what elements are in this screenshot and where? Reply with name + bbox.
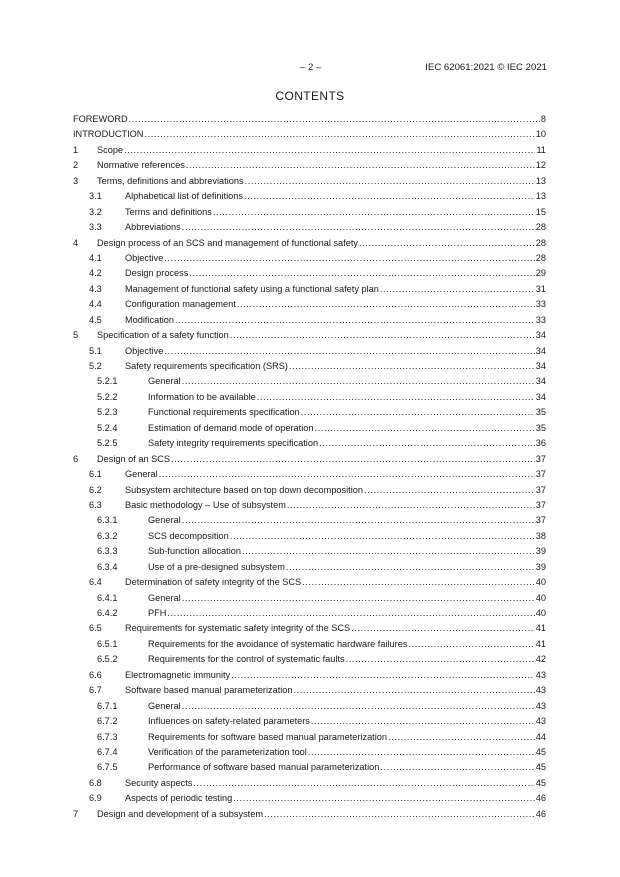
toc-entry-line — [125, 483, 546, 498]
dot-leader — [257, 390, 535, 405]
toc-entry[interactable] — [73, 359, 546, 374]
toc-entry-title: Configuration management — [125, 297, 237, 312]
toc-entry-title: Abbreviations — [125, 220, 182, 235]
toc-entry-page: 39 — [535, 560, 546, 575]
toc-entry-page: 46 — [535, 807, 546, 822]
page-number: – 2 – — [300, 62, 322, 73]
toc-entry-number: 4.4 — [89, 299, 102, 310]
dot-leader — [294, 683, 535, 698]
dot-leader — [182, 591, 535, 606]
standard-reference: IEC 62061:2021 © IEC 2021 — [425, 62, 547, 73]
toc-entry-number: 6.5 — [89, 623, 102, 634]
toc-entry-page: 15 — [535, 205, 546, 220]
toc-entry-line — [73, 127, 546, 142]
toc-entry[interactable] — [73, 220, 546, 235]
toc-entry-line — [125, 467, 546, 482]
toc-entry[interactable] — [73, 483, 546, 498]
toc-entry-line — [148, 760, 546, 775]
dot-leader — [164, 344, 534, 359]
toc-entry[interactable] — [73, 421, 546, 436]
toc-entry[interactable] — [73, 127, 546, 142]
toc-entry-number: 5.2.5 — [97, 438, 118, 449]
dot-leader — [237, 297, 535, 312]
toc-entry-line — [97, 807, 546, 822]
toc-entry-number: 4 — [73, 237, 79, 248]
toc-entry-title: Terms, definitions and abbreviations — [97, 174, 245, 189]
toc-entry-page: 36 — [535, 436, 546, 451]
toc-entry-page: 37 — [535, 513, 546, 528]
dot-leader — [186, 158, 535, 173]
toc-entry-number: 6.3.1 — [97, 515, 118, 526]
dot-leader — [308, 745, 535, 760]
toc-entry[interactable] — [73, 621, 546, 636]
toc-entry[interactable] — [73, 405, 546, 420]
toc-entry[interactable] — [73, 174, 546, 189]
toc-entry-line — [148, 544, 546, 559]
toc-entry-number: 6.4 — [89, 577, 102, 588]
toc-entry-page: 42 — [535, 652, 546, 667]
toc-entry-number: 3 — [73, 175, 79, 186]
toc-entry[interactable] — [73, 791, 546, 806]
toc-entry-title: Influences on safety-related parameters — [148, 714, 311, 729]
toc-entry-title: PFH — [148, 606, 167, 621]
toc-entry-page: 43 — [535, 668, 546, 683]
toc-entry-page: 34 — [535, 359, 546, 374]
toc-entry-line — [148, 405, 546, 420]
toc-entry-title: Requirements for the control of systematic faults — [148, 652, 346, 667]
toc-entry-line — [148, 436, 546, 451]
toc-entry-number: 6 — [73, 453, 79, 464]
toc-entry-number: 6.4.2 — [97, 608, 118, 618]
toc-entry-title: Determination of safety integrity of the SCS — [125, 575, 302, 590]
toc-entry[interactable] — [73, 699, 546, 714]
toc-entry-line — [148, 745, 546, 760]
toc-entry-line — [97, 158, 546, 173]
toc-entry-title: Software based manual parameterization — [125, 683, 294, 698]
toc-entry-number: 6.4.1 — [97, 592, 118, 603]
toc-entry[interactable] — [73, 251, 546, 266]
toc-entry-page: 41 — [535, 621, 546, 636]
toc-entry-title: General — [148, 699, 182, 714]
toc-entry-title: Objective — [125, 344, 164, 359]
dot-leader — [359, 236, 535, 251]
toc-entry-line — [97, 452, 546, 467]
toc-entry-page: 44 — [535, 730, 546, 745]
toc-entry-number: 6.5.1 — [97, 638, 118, 649]
dot-leader — [244, 189, 535, 204]
toc-entry[interactable] — [73, 544, 546, 559]
toc-entry-page: 37 — [535, 483, 546, 498]
toc-entry-page: 33 — [535, 297, 546, 312]
toc-entry-title: Design process of an SCS and management of functional safety — [97, 236, 359, 251]
dot-leader — [182, 699, 535, 714]
toc-entry[interactable] — [73, 143, 546, 158]
toc-entry-title: Subsystem architecture based on top down decomposition — [125, 483, 364, 498]
toc-entry-title: Sub-function allocation — [148, 544, 242, 559]
toc-entry-title: Basic methodology – Use of subsystem — [125, 498, 287, 513]
dot-leader — [189, 266, 534, 281]
toc-entry-line — [125, 668, 546, 683]
toc-entry-line — [148, 591, 546, 606]
toc-entry[interactable] — [73, 374, 546, 389]
toc-entry-number: 1 — [73, 144, 79, 155]
toc-entry-page: 34 — [535, 328, 546, 343]
dot-leader — [388, 730, 535, 745]
toc-entry-line — [148, 390, 546, 405]
dot-leader — [346, 652, 535, 667]
toc-entry-page: 29 — [535, 266, 546, 281]
toc-entry[interactable] — [73, 730, 546, 745]
dot-leader — [164, 251, 534, 266]
toc-entry[interactable] — [73, 436, 546, 451]
dot-leader — [175, 313, 535, 328]
toc-entry-title: SCS decomposition — [148, 529, 230, 544]
toc-entry-page: 28 — [535, 251, 546, 266]
toc-entry-title: Requirements for the avoidance of systematic hardware failures — [148, 637, 408, 652]
dot-leader — [311, 714, 535, 729]
toc-entry-line — [125, 313, 546, 328]
toc-entry-page: 11 — [535, 143, 546, 158]
toc-entry[interactable] — [73, 467, 546, 482]
toc-entry[interactable] — [73, 714, 546, 729]
toc-entry-title: Design of an SCS — [97, 452, 171, 467]
toc-entry-page: 12 — [535, 158, 546, 173]
dot-leader — [408, 637, 534, 652]
dot-leader — [286, 560, 535, 575]
toc-entry[interactable] — [73, 652, 546, 667]
toc-entry-page: 37 — [535, 498, 546, 513]
toc-entry-line — [148, 637, 546, 652]
dot-leader — [302, 575, 535, 590]
toc-entry[interactable] — [73, 328, 546, 343]
toc-entry-line — [125, 359, 546, 374]
toc-entry-page: 43 — [535, 683, 546, 698]
toc-entry[interactable] — [73, 513, 546, 528]
dot-leader — [231, 668, 535, 683]
toc-entry-line — [125, 575, 546, 590]
toc-entry[interactable] — [73, 297, 546, 312]
toc-entry-page: 10 — [535, 127, 546, 142]
toc-entry-line — [125, 621, 546, 636]
toc-entry[interactable] — [73, 266, 546, 281]
toc-entry-title: Requirements for systematic safety integrity of the SCS — [125, 621, 351, 636]
dot-leader — [287, 498, 535, 513]
dot-leader — [319, 436, 535, 451]
toc-entry-title: Electromagnetic immunity — [125, 668, 231, 683]
toc-entry[interactable] — [73, 560, 546, 575]
toc-entry-title: General — [148, 374, 182, 389]
toc-entry-title: Security aspects — [125, 776, 193, 791]
toc-entry-title: Scope — [97, 143, 124, 158]
toc-entry[interactable] — [73, 668, 546, 683]
toc-entry-number: 3.2 — [89, 206, 102, 217]
toc-entry[interactable] — [73, 236, 546, 251]
toc-entry-number: 6.1 — [89, 469, 102, 480]
toc-entry-title: Verification of the parameterization tool — [148, 745, 308, 760]
toc-entry[interactable] — [73, 606, 546, 621]
toc-entry-line — [148, 652, 546, 667]
toc-entry-line — [148, 560, 546, 575]
toc-entry-page: 35 — [535, 421, 546, 436]
toc-entry-number: 3.3 — [89, 222, 102, 233]
toc-entry-line — [148, 374, 546, 389]
toc-entry-title: Objective — [125, 251, 164, 266]
toc-entry-number: 5.2.4 — [97, 422, 118, 433]
toc-entry-title: FOREWORD — [73, 112, 129, 127]
toc-entry-title: Alphabetical list of definitions — [125, 189, 244, 204]
dot-leader — [242, 544, 535, 559]
dot-leader — [233, 791, 535, 806]
toc-entry-line — [125, 344, 546, 359]
toc-entry[interactable] — [73, 683, 546, 698]
toc-entry-number: 5.2.1 — [97, 376, 118, 387]
toc-entry-title: Safety integrity requirements specification — [148, 436, 319, 451]
contents-title: CONTENTS — [275, 89, 345, 103]
toc-entry-line — [125, 683, 546, 698]
dot-leader — [193, 776, 534, 791]
toc-entry-title: Normative references — [97, 158, 186, 173]
toc-entry-title: Specification of a safety function — [97, 328, 230, 343]
toc-entry-line — [148, 421, 546, 436]
toc-entry-page: 45 — [535, 776, 546, 791]
toc-entry-title: Terms and definitions — [125, 205, 213, 220]
toc-entry-number: 5.2.2 — [97, 391, 118, 402]
toc-entry-number: 6.7.1 — [97, 700, 118, 711]
dot-leader — [380, 282, 535, 297]
dot-leader — [182, 374, 535, 389]
toc-entry[interactable] — [73, 112, 546, 127]
toc-entry-line — [97, 143, 546, 158]
toc-entry-title: General — [148, 591, 182, 606]
toc-entry-page: 45 — [535, 745, 546, 760]
toc-entry[interactable] — [73, 452, 546, 467]
dot-leader — [213, 205, 535, 220]
toc-entry-number: 6.8 — [89, 777, 102, 788]
toc-entry-title: Use of a pre-designed subsystem — [148, 560, 286, 575]
dot-leader — [230, 529, 535, 544]
toc-entry-number: 6.3.3 — [97, 546, 118, 557]
toc-entry-title: Information to be available — [148, 390, 257, 405]
dot-leader — [230, 328, 535, 343]
toc-entry[interactable] — [73, 760, 546, 775]
toc-entry-title: Safety requirements specification (SRS) — [125, 359, 289, 374]
toc-entry-number: 6.3.4 — [97, 561, 118, 572]
dot-leader — [245, 174, 535, 189]
toc-entry-line — [125, 220, 546, 235]
toc-entry-line — [73, 112, 546, 127]
toc-entry-line — [148, 513, 546, 528]
dot-leader — [264, 807, 535, 822]
toc-entry-line — [97, 174, 546, 189]
toc-entry-page: 38 — [535, 529, 546, 544]
dot-leader — [124, 143, 535, 158]
toc-entry-page: 13 — [535, 174, 546, 189]
toc-entry-title: Design process — [125, 266, 189, 281]
dot-leader — [159, 467, 535, 482]
toc-entry-title: Functional requirements specification — [148, 405, 301, 420]
toc-entry-page: 33 — [535, 313, 546, 328]
toc-entry[interactable] — [73, 575, 546, 590]
toc-entry-number: 4.3 — [89, 283, 102, 294]
toc-entry-line — [125, 791, 546, 806]
toc-entry[interactable] — [73, 344, 546, 359]
toc-entry-page: 28 — [535, 236, 546, 251]
toc-entry-page: 34 — [535, 390, 546, 405]
toc-entry[interactable] — [73, 591, 546, 606]
dot-leader — [351, 621, 535, 636]
toc-entry-title: Modification — [125, 313, 175, 328]
toc-entry-number: 4.2 — [89, 268, 102, 279]
toc-entry-page: 37 — [535, 467, 546, 482]
toc-entry-line — [97, 236, 546, 251]
toc-entry-line — [148, 699, 546, 714]
toc-entry-line — [125, 297, 546, 312]
toc-entry-line — [125, 498, 546, 513]
toc-entry-number: 5.2.3 — [97, 407, 118, 418]
dot-leader — [171, 452, 535, 467]
toc-entry-number: 6.6 — [89, 669, 102, 680]
toc-entry-title: Management of functional safety using a functional safety plan — [125, 282, 380, 297]
toc-entry-number: 3.1 — [89, 191, 102, 202]
toc-entry[interactable] — [73, 282, 546, 297]
toc-entry-number: 6.7.4 — [97, 746, 118, 757]
dot-leader — [364, 483, 535, 498]
toc-entry-line — [125, 282, 546, 297]
toc-entry[interactable] — [73, 498, 546, 513]
toc-entry-number: 6.9 — [89, 793, 102, 804]
dot-leader — [301, 405, 535, 420]
toc-entry-line — [148, 714, 546, 729]
toc-entry-page: 43 — [535, 699, 546, 714]
page-header — [0, 62, 620, 76]
dot-leader — [182, 513, 535, 528]
toc-entry-page: 43 — [535, 714, 546, 729]
toc-entry-page: 45 — [535, 760, 546, 775]
toc-entry-line — [148, 529, 546, 544]
toc-entry-page: 40 — [535, 575, 546, 590]
toc-entry[interactable] — [73, 205, 546, 220]
toc-entry-title: General — [125, 467, 159, 482]
toc-entry-number: 6.3.2 — [97, 530, 118, 541]
toc-entry[interactable] — [73, 158, 546, 173]
toc-entry-page: 37 — [535, 452, 546, 467]
toc-entry[interactable] — [73, 776, 546, 791]
toc-entry-title: Aspects of periodic testing — [125, 791, 233, 806]
dot-leader — [129, 112, 540, 127]
toc-entry-page: 40 — [535, 606, 546, 621]
toc-entry[interactable] — [73, 807, 546, 822]
table-of-contents — [73, 112, 546, 822]
toc-entry-number: 4.5 — [89, 314, 102, 325]
toc-entry-line — [125, 205, 546, 220]
toc-entry-line — [125, 189, 546, 204]
toc-entry-number: 6.7.3 — [97, 731, 118, 742]
toc-entry-line — [148, 730, 546, 745]
toc-entry-page: 41 — [535, 637, 546, 652]
toc-entry-page: 31 — [535, 282, 546, 297]
toc-entry-number: 6.2 — [89, 484, 102, 495]
toc-entry-number: 6.7.5 — [97, 762, 118, 773]
toc-entry-line — [125, 776, 546, 791]
toc-entry-line — [125, 251, 546, 266]
toc-entry-line — [125, 266, 546, 281]
dot-leader — [314, 421, 534, 436]
toc-entry[interactable] — [73, 745, 546, 760]
toc-entry-number: 5.1 — [89, 345, 102, 356]
toc-entry[interactable] — [73, 390, 546, 405]
toc-entry-line — [148, 606, 546, 621]
toc-entry-number: 7 — [73, 808, 79, 819]
toc-entry[interactable] — [73, 529, 546, 544]
toc-entry-title: Performance of software based manual parameterization — [148, 760, 380, 775]
toc-entry-line — [97, 328, 546, 343]
toc-entry-page: 46 — [535, 791, 546, 806]
toc-entry-page: 13 — [535, 189, 546, 204]
toc-entry-number: 6.5.2 — [97, 654, 118, 665]
toc-entry-number: 5 — [73, 330, 79, 341]
toc-entry-page: 40 — [535, 591, 546, 606]
toc-entry-page: 39 — [535, 544, 546, 559]
toc-entry-title: Estimation of demand mode of operation — [148, 421, 314, 436]
toc-entry-title: Design and development of a subsystem — [97, 807, 264, 822]
dot-leader — [182, 220, 535, 235]
toc-entry-page: 35 — [535, 405, 546, 420]
toc-entry-page: 34 — [535, 344, 546, 359]
toc-entry-title: General — [148, 513, 182, 528]
toc-entry[interactable] — [73, 189, 546, 204]
toc-entry-number: 5.2 — [89, 361, 102, 371]
dot-leader — [167, 606, 534, 621]
toc-entry-number: 4.1 — [89, 252, 102, 263]
dot-leader — [380, 760, 534, 775]
toc-entry-title: INTRODUCTION — [73, 127, 144, 142]
toc-entry[interactable] — [73, 637, 546, 652]
dot-leader — [289, 359, 535, 374]
dot-leader — [144, 127, 534, 142]
toc-entry-page: 34 — [535, 374, 546, 389]
toc-entry-page: 8 — [540, 112, 546, 127]
toc-entry-number: 2 — [73, 160, 79, 171]
toc-entry-title: Requirements for software based manual parameterization — [148, 730, 388, 745]
toc-entry-number: 6.7.2 — [97, 716, 118, 727]
toc-entry[interactable] — [73, 313, 546, 328]
toc-entry-number: 6.3 — [89, 499, 102, 510]
toc-entry-number: 6.7 — [89, 685, 102, 696]
toc-entry-page: 28 — [535, 220, 546, 235]
